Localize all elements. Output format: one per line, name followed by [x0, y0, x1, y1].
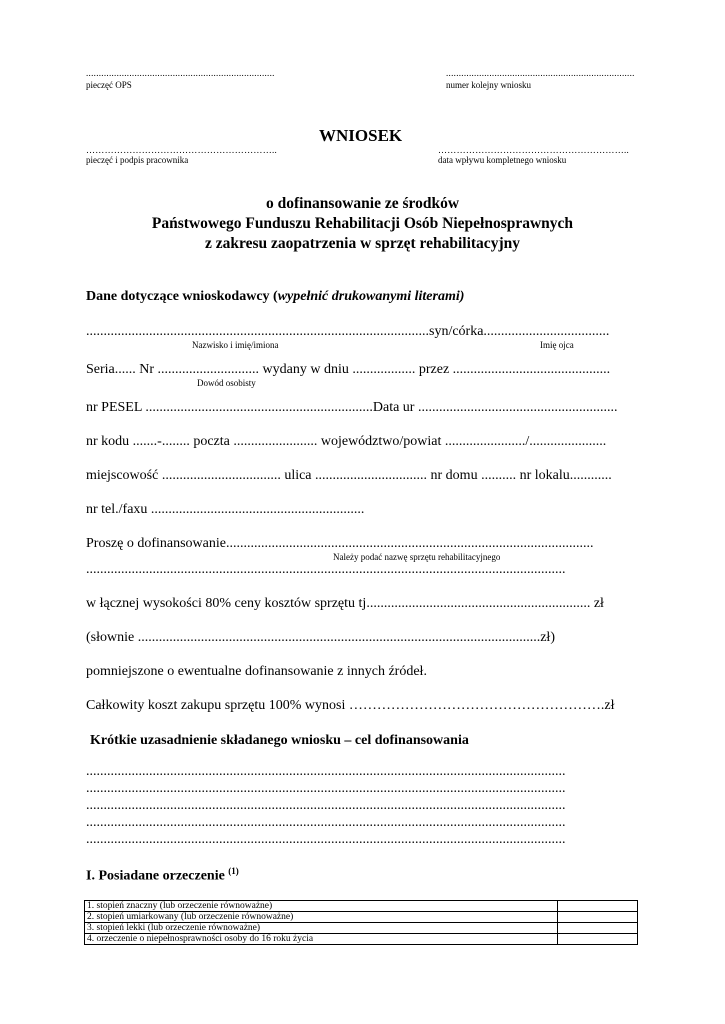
equipment-field[interactable]: Proszę o dofinansowanie......................................................................................................... — [86, 536, 594, 551]
checkbox-cell[interactable] — [558, 923, 638, 934]
table-row — [85, 934, 638, 945]
number-dots: .......................................................................... — [446, 68, 635, 78]
justification-line[interactable]: ......................................................................................................................................... — [86, 764, 566, 779]
id-document-label: Dowód osobisty — [197, 378, 256, 388]
table-row — [85, 923, 638, 934]
section-1-footnote: (1) — [228, 866, 239, 876]
table-row — [85, 912, 638, 923]
equipment-label: Należy podać nazwę sprzętu rehabilitacyjnego — [333, 552, 501, 562]
equipment-field-cont[interactable]: ......................................................................................................................................... — [86, 562, 566, 577]
checkbox-cell[interactable] — [558, 901, 638, 912]
justification-line[interactable]: ......................................................................................................................................... — [86, 781, 566, 796]
checkbox-cell[interactable] — [558, 912, 638, 923]
subject-line-3: z zakresu zaopatrzenia w sprzęt rehabilitacyjny — [205, 235, 520, 252]
amount-field[interactable]: w łącznej wysokości 80% ceny kosztów sprzętu tj................................................................ zł — [86, 596, 604, 611]
signature-dots: …………………………………………………….. — [86, 145, 278, 155]
father-name-label: Imię ojca — [540, 340, 574, 350]
disability-table — [84, 900, 638, 945]
subject-line-2: Państwowego Funduszu Rehabilitacji Osób Niepełnosprawnych — [151, 215, 574, 232]
table-cell-label: 4. orzeczenie o niepełnosprawności osoby do 16 roku życia — [85, 934, 558, 945]
pesel-field[interactable]: nr PESEL .................................................................Data ur ......................................................... — [86, 400, 618, 415]
justification-heading: Krótkie uzasadnienie składanego wniosku – cel dofinansowania — [90, 733, 469, 748]
applicant-heading-note: wypełnić drukowanymi literami) — [277, 289, 465, 304]
number-label: numer kolejny wniosku — [446, 80, 531, 90]
stamp-dots: .......................................................................... — [86, 68, 275, 78]
id-document-field[interactable]: Seria...... Nr ............................. wydany w dniu .................. przez ............................................. — [86, 362, 611, 377]
table-row — [85, 901, 638, 912]
table-cell-label: 1. stopień znaczny (lub orzeczenie równoważne) — [85, 901, 558, 912]
name-label: Nazwisko i imię/imiona — [192, 340, 279, 350]
total-cost-field[interactable]: Całkowity koszt zakupu sprzętu 100% wynosi ……………………………………………….zł — [86, 698, 615, 713]
date-label: data wpływu kompletnego wniosku — [438, 155, 567, 165]
applicant-heading: Dane dotyczące wnioskodawcy (wypełnić drukowanymi literami) — [86, 289, 465, 304]
document-title: WNIOSEK — [319, 126, 403, 145]
signature-label: pieczęć i podpis pracownika — [86, 155, 189, 165]
justification-line[interactable]: ......................................................................................................................................... — [86, 815, 566, 830]
justification-line[interactable]: ......................................................................................................................................... — [86, 832, 566, 847]
amount-words-field[interactable]: (słownie ...................................................................................................................zł) — [86, 630, 555, 645]
table-cell-label: 2. stopień umiarkowany (lub orzeczenie równoważne) — [85, 912, 558, 923]
justification-line[interactable]: ......................................................................................................................................... — [86, 798, 566, 813]
subject-line-1: o dofinansowanie ze środków — [265, 195, 460, 212]
stamp-label: pieczęć OPS — [86, 80, 132, 90]
table-cell-label: 3. stopień lekki (lub orzeczenie równoważne) — [85, 923, 558, 934]
section-1-heading: I. Posiadane orzeczenie $^{(1)}$ — [86, 866, 239, 884]
date-dots: …………………………………………………….. — [438, 145, 630, 155]
checkbox-cell[interactable] — [558, 934, 638, 945]
name-field[interactable]: ..................................................................................................syn/córka.................................... — [86, 324, 610, 339]
postal-field[interactable]: nr kodu .......-........ poczta ........................ województwo/powiat ......................./...................... — [86, 434, 607, 449]
phone-field[interactable]: nr tel./faxu ............................................................. — [86, 502, 365, 517]
address-field[interactable]: miejscowość .................................. ulica ................................ nr domu .......... nr lokalu............ — [86, 468, 612, 483]
reduction-note: pomniejszone o ewentualne dofinansowanie z innych źródeł. — [86, 664, 427, 679]
